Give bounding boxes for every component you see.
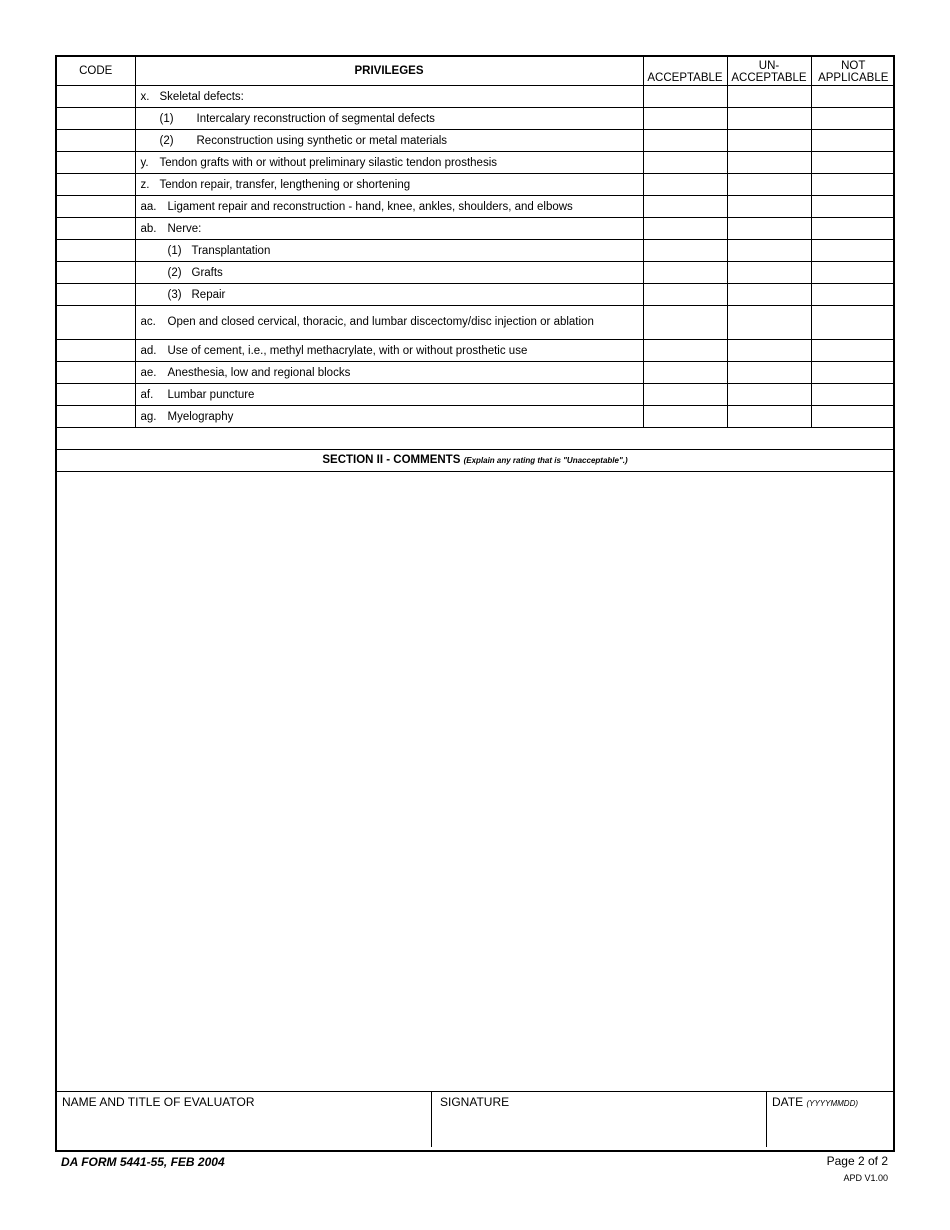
table-row — [57, 362, 895, 384]
not-applicable-cell[interactable] — [811, 86, 895, 108]
privilege-text: ac. Open and closed cervical, thoracic, and lumbar discectomy/disc injection or ablation — [135, 306, 643, 340]
table-row — [57, 384, 895, 406]
acceptable-cell[interactable] — [643, 174, 727, 196]
code-cell[interactable] — [57, 384, 135, 406]
comments-area[interactable] — [57, 472, 893, 1092]
privilege-text: (2) Reconstruction using synthetic or metal materials — [135, 130, 643, 152]
table-row — [57, 306, 895, 340]
acceptable-header: ACCEPTABLE — [643, 57, 727, 86]
not-applicable-cell[interactable] — [811, 108, 895, 130]
not-applicable-cell[interactable] — [811, 130, 895, 152]
unacceptable-cell[interactable] — [727, 306, 811, 340]
acceptable-cell[interactable] — [643, 362, 727, 384]
privileges-table — [57, 57, 895, 450]
not-applicable-cell[interactable] — [811, 384, 895, 406]
spacer-cell — [57, 428, 895, 450]
table-row — [57, 196, 895, 218]
evaluator-name-label: NAME AND TITLE OF EVALUATOR — [62, 1095, 255, 1109]
form-version: APD V1.00 — [843, 1173, 888, 1183]
not-applicable-cell[interactable] — [811, 406, 895, 428]
unacceptable-cell[interactable] — [727, 406, 811, 428]
not-applicable-header: NOT APPLICABLE — [811, 57, 895, 86]
section-ii-note: (Explain any rating that is "Unacceptable".) — [463, 456, 628, 465]
code-cell[interactable] — [57, 340, 135, 362]
acceptable-cell[interactable] — [643, 240, 727, 262]
acceptable-cell[interactable] — [643, 384, 727, 406]
table-row — [57, 262, 895, 284]
signature-label: SIGNATURE — [440, 1095, 510, 1109]
privilege-text: ab. Nerve: — [135, 218, 643, 240]
not-applicable-cell[interactable] — [811, 284, 895, 306]
unacceptable-cell[interactable] — [727, 340, 811, 362]
not-applicable-cell[interactable] — [811, 340, 895, 362]
not-applicable-cell[interactable] — [811, 218, 895, 240]
privilege-text: ag. Myelography — [135, 406, 643, 428]
table-row — [57, 340, 895, 362]
code-cell[interactable] — [57, 152, 135, 174]
unacceptable-cell[interactable] — [727, 174, 811, 196]
signature-field[interactable] — [432, 1092, 767, 1147]
unacceptable-cell[interactable] — [727, 240, 811, 262]
acceptable-cell[interactable] — [643, 284, 727, 306]
acceptable-cell[interactable] — [643, 406, 727, 428]
acceptable-cell[interactable] — [643, 108, 727, 130]
acceptable-cell[interactable] — [643, 306, 727, 340]
unacceptable-cell[interactable] — [727, 384, 811, 406]
signature-block — [57, 1092, 893, 1147]
privilege-text: (1) Transplantation — [135, 240, 643, 262]
not-applicable-cell[interactable] — [811, 262, 895, 284]
code-cell[interactable] — [57, 86, 135, 108]
privileges-header: PRIVILEGES — [135, 57, 643, 86]
table-row — [57, 174, 895, 196]
unacceptable-cell[interactable] — [727, 86, 811, 108]
spacer-row — [57, 428, 895, 450]
code-cell[interactable] — [57, 240, 135, 262]
unacceptable-cell[interactable] — [727, 196, 811, 218]
not-applicable-cell[interactable] — [811, 306, 895, 340]
table-row — [57, 152, 895, 174]
page-number: Page 2 of 2 — [826, 1154, 888, 1168]
table-header-row — [57, 57, 895, 86]
privilege-text: ad. Use of cement, i.e., methyl methacrylate, with or without prosthetic use — [135, 340, 643, 362]
unacceptable-cell[interactable] — [727, 218, 811, 240]
code-cell[interactable] — [57, 196, 135, 218]
acceptable-cell[interactable] — [643, 340, 727, 362]
table-row — [57, 130, 895, 152]
form-id: DA FORM 5441-55, FEB 2004 — [61, 1155, 225, 1169]
privilege-text: ae. Anesthesia, low and regional blocks — [135, 362, 643, 384]
table-row — [57, 108, 895, 130]
privilege-text: af. Lumbar puncture — [135, 384, 643, 406]
unacceptable-cell[interactable] — [727, 130, 811, 152]
privilege-text: (1) Intercalary reconstruction of segmental defects — [135, 108, 643, 130]
code-cell[interactable] — [57, 406, 135, 428]
code-cell[interactable] — [57, 284, 135, 306]
code-cell[interactable] — [57, 362, 135, 384]
unacceptable-cell[interactable] — [727, 262, 811, 284]
table-row — [57, 240, 895, 262]
date-label: DATE — [772, 1095, 804, 1109]
acceptable-cell[interactable] — [643, 196, 727, 218]
unacceptable-cell[interactable] — [727, 152, 811, 174]
unacceptable-cell[interactable] — [727, 108, 811, 130]
code-cell[interactable] — [57, 262, 135, 284]
not-applicable-cell[interactable] — [811, 362, 895, 384]
code-cell[interactable] — [57, 130, 135, 152]
code-cell[interactable] — [57, 108, 135, 130]
code-cell[interactable] — [57, 174, 135, 196]
evaluator-name-field[interactable] — [57, 1092, 432, 1147]
date-format-hint: (YYYYMMDD) — [806, 1099, 859, 1108]
acceptable-cell[interactable] — [643, 262, 727, 284]
not-applicable-cell[interactable] — [811, 152, 895, 174]
unacceptable-header: UN- ACCEPTABLE — [727, 57, 811, 86]
privilege-text: x. Skeletal defects: — [135, 86, 643, 108]
code-cell[interactable] — [57, 218, 135, 240]
acceptable-cell[interactable] — [643, 152, 727, 174]
table-row — [57, 86, 895, 108]
section-ii-title: SECTION II - COMMENTS — [322, 454, 461, 466]
table-row — [57, 218, 895, 240]
unacceptable-cell[interactable] — [727, 362, 811, 384]
privilege-text: (3) Repair — [135, 284, 643, 306]
evaluation-form — [55, 55, 895, 1152]
privilege-text: z. Tendon repair, transfer, lengthening or shortening — [135, 174, 643, 196]
privilege-text: (2) Grafts — [135, 262, 643, 284]
not-applicable-cell[interactable] — [811, 240, 895, 262]
section-ii-header — [57, 450, 893, 472]
not-applicable-cell[interactable] — [811, 196, 895, 218]
table-row — [57, 284, 895, 306]
table-row — [57, 406, 895, 428]
acceptable-cell[interactable] — [643, 218, 727, 240]
privilege-text: aa. Ligament repair and reconstruction - hand, knee, ankles, shoulders, and elbows — [135, 196, 643, 218]
date-field[interactable] — [767, 1092, 893, 1147]
acceptable-cell[interactable] — [643, 130, 727, 152]
privilege-text: y. Tendon grafts with or without preliminary silastic tendon prosthesis — [135, 152, 643, 174]
code-cell[interactable] — [57, 306, 135, 340]
unacceptable-cell[interactable] — [727, 284, 811, 306]
not-applicable-cell[interactable] — [811, 174, 895, 196]
acceptable-cell[interactable] — [643, 86, 727, 108]
code-header: CODE — [57, 57, 135, 86]
